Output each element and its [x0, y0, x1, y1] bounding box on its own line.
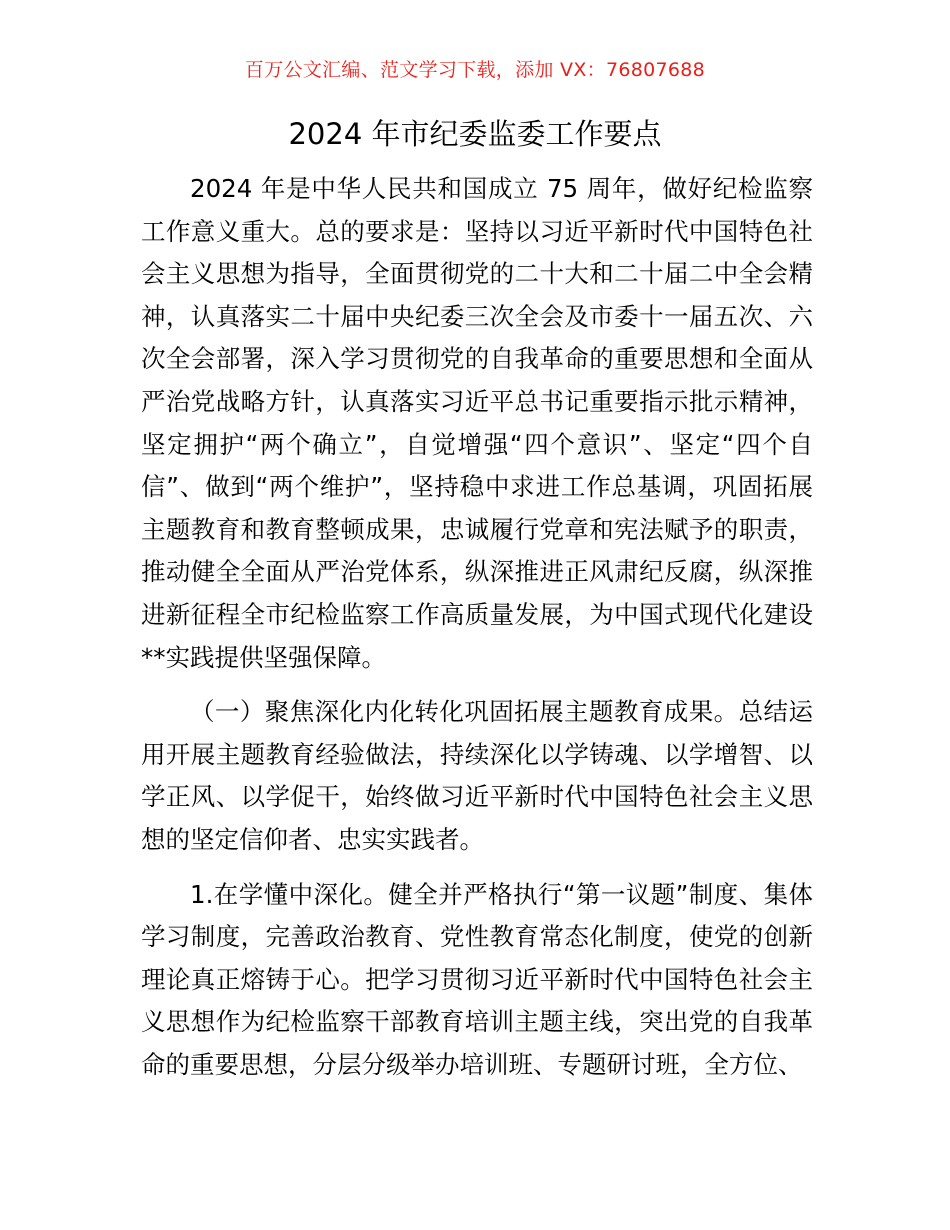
paragraph-intro: 2024 年是中华人民共和国成立 75 周年，做好纪检监察工作意义重大。总的要求是：坚持以习近平新时代中国特色社会主义思想为指导，全面贯彻党的二十大和二十届二中全会精神，认真落实二十届中央纪委三次全会及市委十一届五次、六次全会部署，深入学习贯彻党的自我革命的重要思想和全面从严治党战略方针，认真落实习近平总书记重要指示批示精神，坚定拥护“两个确立”，自觉增强“四个意识”、坚定“四个自信”、做到“两个维护”，坚持稳中求进工作总基调，巩固拓展主题教育和教育整顿成果，忠诚履行党章和宪法赋予的职责，推动健全全面从严治党体系，纵深推进正风肃纪反腐，纵深推进新征程全市纪检监察工作高质量发展，为中国式现代化建设**实践提供坚强保障。	[141, 174, 813, 672]
page-title: 2024 年市纪委监委工作要点	[288, 117, 662, 151]
paragraph-item-1: 1.在学懂中深化。健全并严格执行“第一议题”制度、集体学习制度，完善政治教育、党性教育常态化制度，使党的创新理论真正熔铸于心。把学习贯彻习近平新时代中国特色社会主义思想作为纪检监察干部教育培训主题主线，突出党的自我革命的重要思想，分层分级举办培训班、专题研讨班，全方位、	[141, 879, 813, 1079]
watermark-header: 百万公文汇编、范文学习下载，添加 VX：76807688	[244, 59, 706, 81]
document-body	[141, 168, 813, 1086]
paragraph-section-1: （一）聚焦深化内化转化巩固拓展主题教育成果。总结运用开展主题教育经验做法，持续深化以学铸魂、以学增智、以学正风、以学促干，始终做习近平新时代中国特色社会主义思想的坚定信仰者、忠实实践者。	[141, 697, 813, 854]
